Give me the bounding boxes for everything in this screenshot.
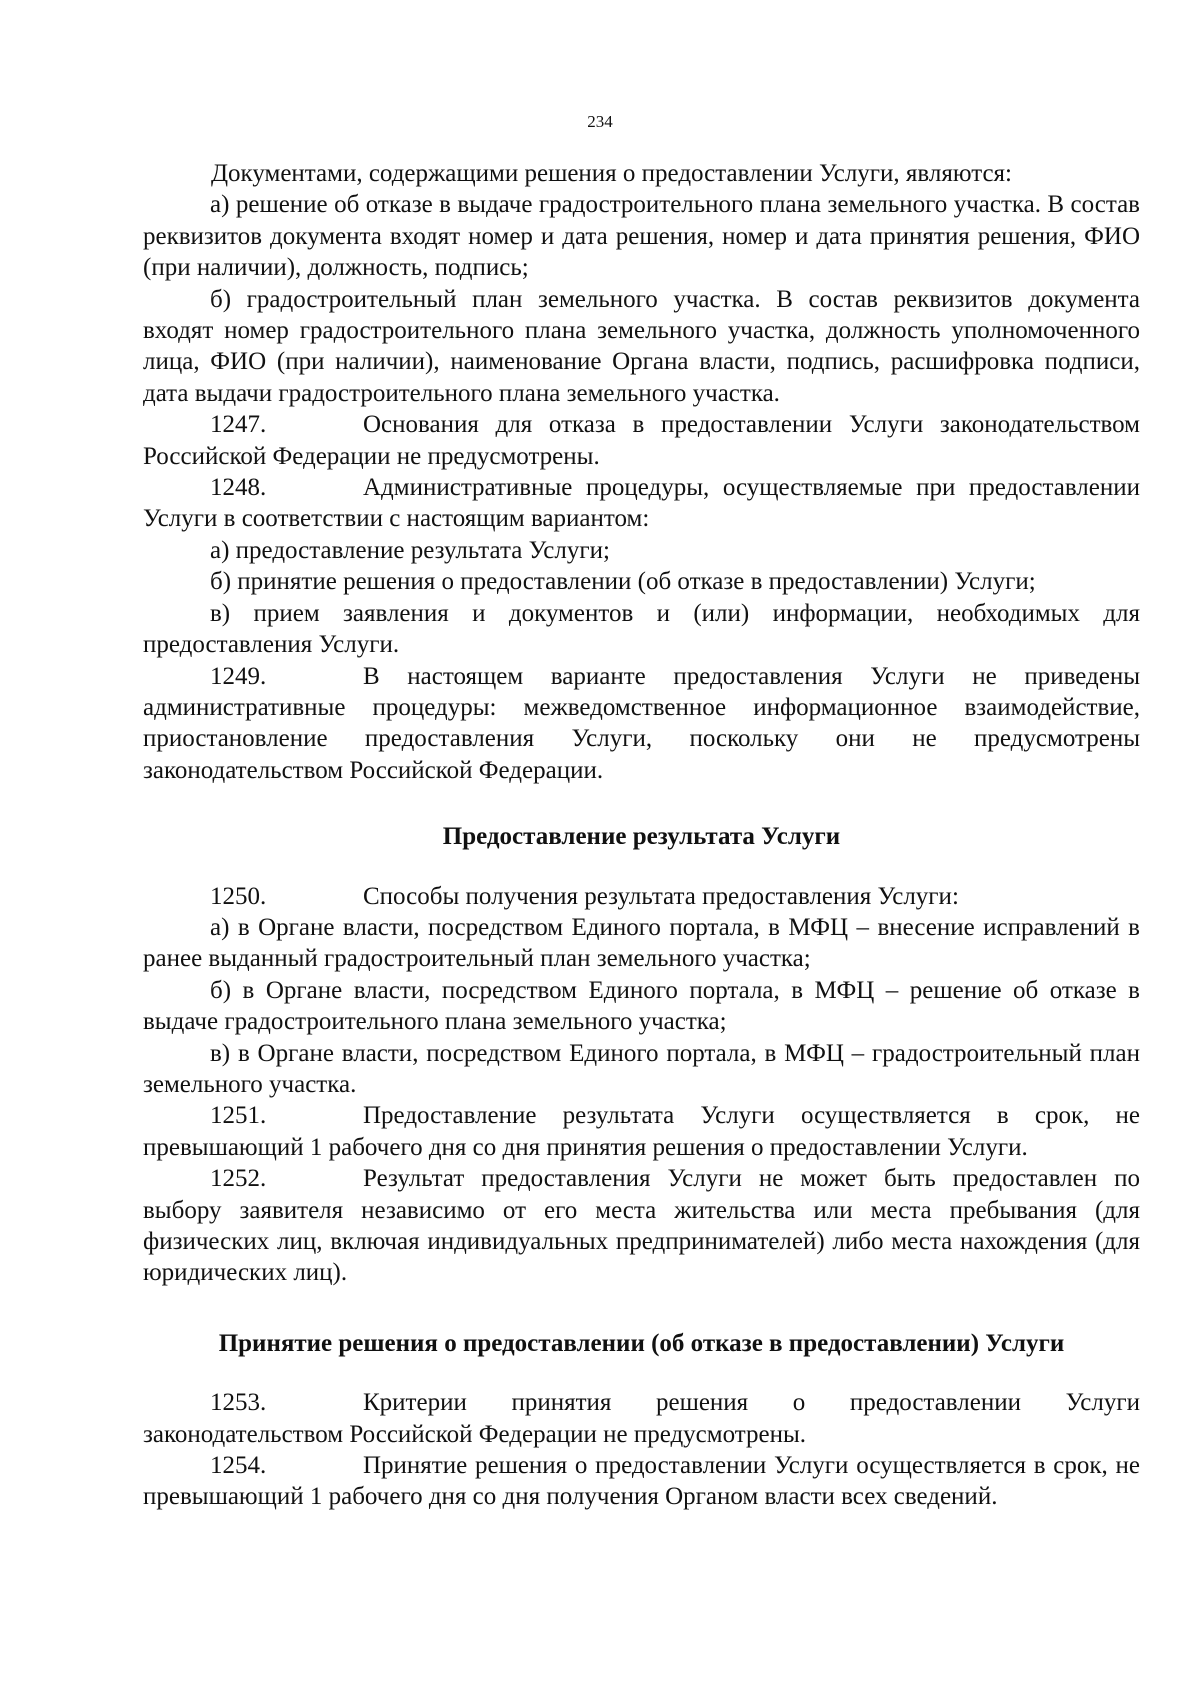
paragraph-number: 1247. — [210, 411, 267, 439]
paragraph-1247 — [143, 409, 1140, 472]
section-heading-decision: Принятие решения о предоставлении (об отказе в предоставлении) Услуги — [218, 1329, 1065, 1357]
paragraph-1250 — [143, 881, 1140, 912]
page-number: 234 — [587, 112, 613, 131]
paragraph-number: 1252. — [210, 1165, 267, 1193]
doc-item-b: б) градостроительный план земельного участка. В состав реквизитов документа входят номер градостроительного плана земельного участка, должность уполномоченного лица, ФИО (при наличии), наименование Органа власти, подпись, расшифровка подписи, дата выдачи градостроительного плана земельного участка. — [143, 285, 1140, 407]
method-item-a: а) в Органе власти, посредством Единого портала, в МФЦ – внесение исправлений в ранее выданный градостроительный план земельного участка; — [143, 913, 1140, 973]
paragraph-number: 1253. — [210, 1389, 267, 1417]
procedure-item-b: б) принятие решения о предоставлении (об отказе в предоставлении) Услуги; — [210, 568, 1036, 596]
paragraph-1249 — [143, 661, 1140, 787]
doc-item-a: а) решение об отказе в выдаче градостроительного плана земельного участка. В состав реквизитов документа входят номер и дата решения, номер и дата принятия решения, ФИО (при наличии), должность, подпись; — [143, 191, 1140, 282]
document-body — [143, 158, 1140, 1513]
paragraph-number: 1249. — [210, 662, 267, 690]
paragraph-number: 1248. — [210, 474, 267, 502]
paragraph-1254 — [143, 1450, 1140, 1513]
paragraph-text: Административные процедуры, осуществляемые при предоставлении Услуги в соответствии с настоящим вариантом: — [143, 474, 1140, 533]
paragraph-1248 — [143, 472, 1140, 535]
paragraph-number: 1251. — [210, 1102, 267, 1130]
intro-paragraph: Документами, содержащими решения о предоставлении Услуги, являются: — [211, 160, 1012, 187]
paragraph-text: Критерии принятия решения о предоставлении Услуги законодательством Российской Федерации не предусмотрены. — [143, 1389, 1140, 1448]
method-item-c: в) в Органе власти, посредством Единого портала, в МФЦ – градостроительный план земельного участка. — [143, 1039, 1140, 1098]
paragraph-text: Основания для отказа в предоставлении Услуги законодательством Российской Федерации не предусмотрены. — [143, 411, 1140, 470]
paragraph-number: 1254. — [210, 1452, 267, 1480]
paragraph-1252 — [143, 1163, 1140, 1289]
procedure-item-a: а) предоставление результата Услуги; — [210, 536, 610, 564]
paragraph-number: 1250. — [210, 882, 267, 910]
paragraph-text: Принятие решения о предоставлении Услуги осуществляется в срок, не превышающий 1 рабочего дня со дня получения Органом власти всех сведений. — [143, 1452, 1140, 1511]
paragraph-text: В настоящем варианте предоставления Услуги не приведены административные процедуры: межведомственное информационное взаимодействие, приостановление предоставления Услуги, поскольку они не предусмотрены законодательством Российской Федерации. — [143, 662, 1140, 784]
paragraph-1253 — [143, 1387, 1140, 1450]
paragraph-text: Способы получения результата предоставления Услуги: — [363, 882, 959, 910]
method-item-b: б) в Органе власти, посредством Единого портала, в МФЦ – решение об отказе в выдаче градостроительного плана земельного участка; — [143, 976, 1140, 1036]
paragraph-1251 — [143, 1100, 1140, 1163]
paragraph-text: Предоставление результата Услуги осуществляется в срок, не превышающий 1 рабочего дня со дня принятия решения о предоставлении Услуги. — [143, 1102, 1140, 1161]
paragraph-text: Результат предоставления Услуги не может быть предоставлен по выбору заявителя независимо от его места жительства или места пребывания (для физических лиц, включая индивидуальных предпринимателей) либо места нахождения (для юридических лиц). — [143, 1165, 1140, 1287]
section-heading-result: Предоставление результата Услуги — [442, 823, 841, 851]
procedure-item-c: в) прием заявления и документов и (или) информации, необходимых для предоставления Услуги. — [143, 599, 1140, 659]
